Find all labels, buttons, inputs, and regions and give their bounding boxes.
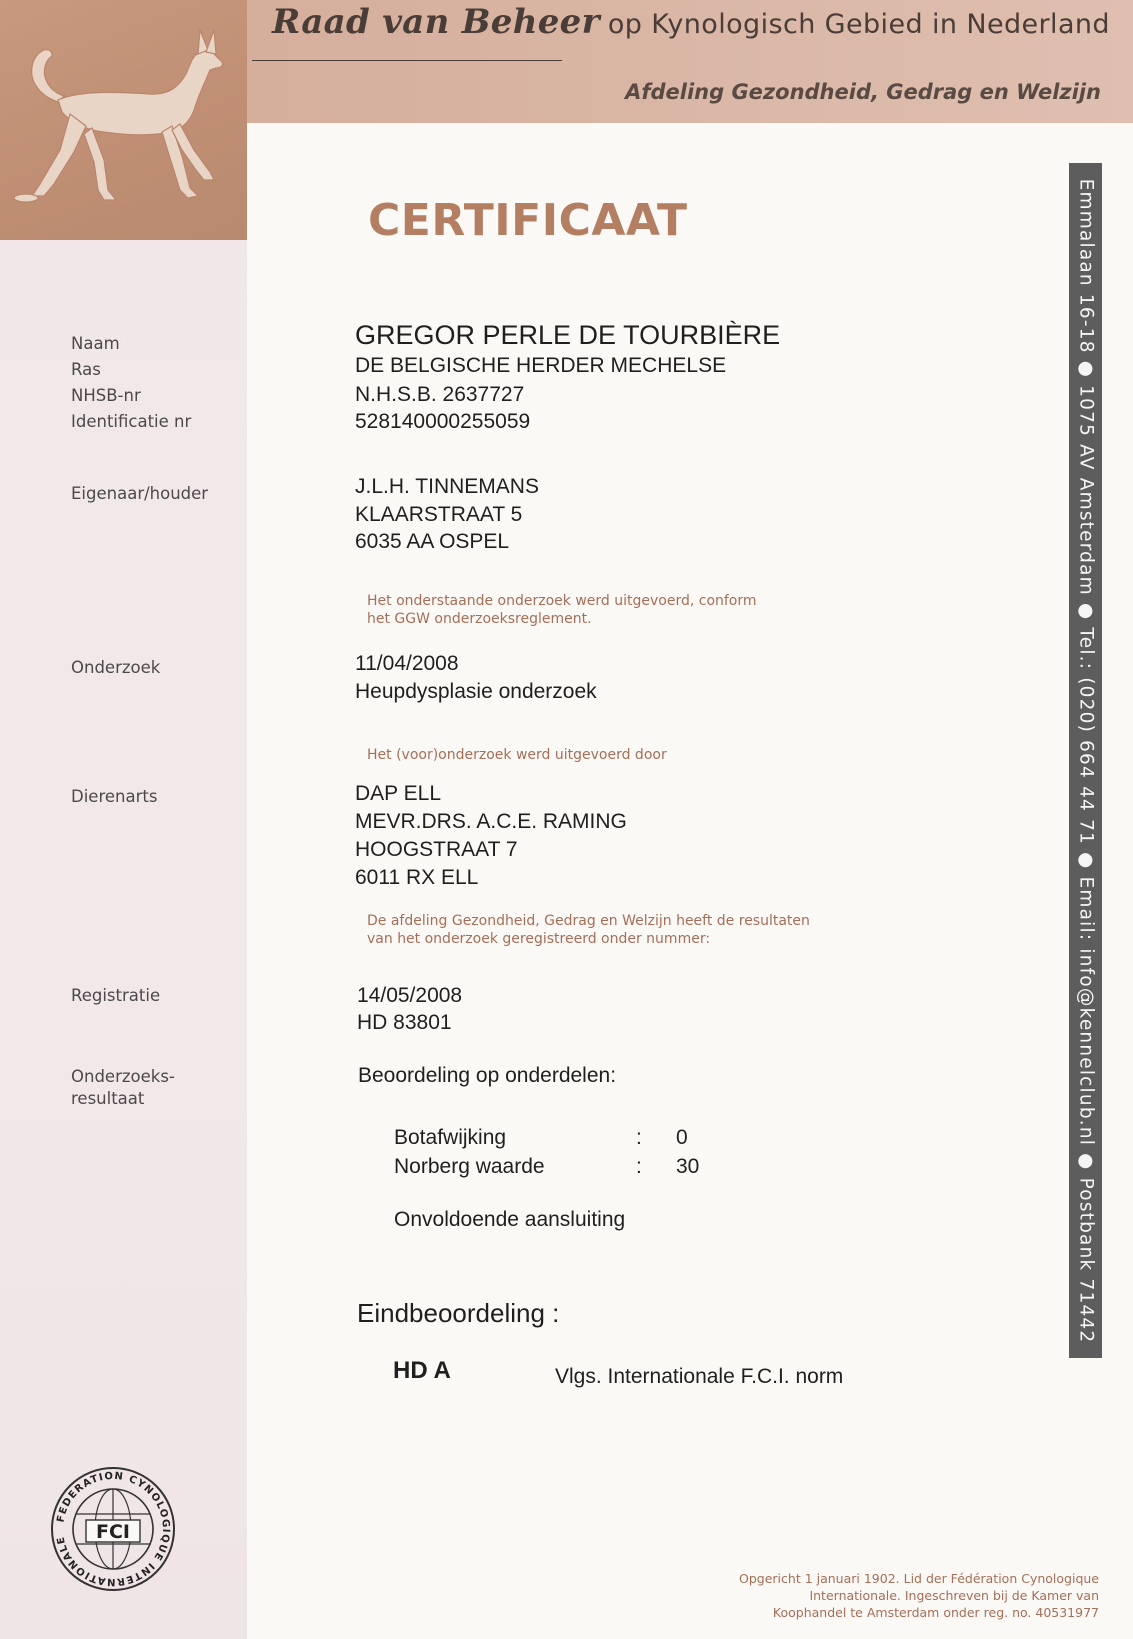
- note-registered-2: van het onderzoek geregistreerd onder nummer:: [367, 931, 711, 947]
- result-label-norberg: Norberg waarde: [394, 1155, 545, 1178]
- results-heading: Beoordeling op onderdelen:: [358, 1064, 617, 1087]
- vet-street: HOOGSTRAAT 7: [355, 838, 518, 861]
- note-registered-1: De afdeling Gezondheid, Gedrag en Welzijn heeft de resultaten: [367, 913, 810, 929]
- certificate-title: CERTIFICAAT: [368, 195, 688, 246]
- fci-logo-center-text: FCI: [96, 1521, 130, 1543]
- dog-nhsb-nr: N.H.S.B. 2637727: [355, 383, 525, 406]
- dog-name: GREGOR PERLE DE TOURBIÈRE: [355, 320, 781, 350]
- fci-logo-ring-text: FEDERATION CYNOLOGIQUE INTERNATIONALE: [55, 1470, 172, 1588]
- label-onderzoek: Onderzoek: [71, 658, 161, 677]
- dog-statue-icon: [0, 0, 247, 240]
- result-value-botafwijking: 0: [676, 1126, 688, 1149]
- vet-city: 6011 RX ELL: [355, 866, 479, 889]
- label-naam: Naam: [71, 334, 120, 353]
- note-conform-2: het GGW onderzoeksreglement.: [367, 611, 592, 627]
- result-sep-norberg: :: [636, 1155, 642, 1178]
- dog-logo-block: [0, 0, 247, 240]
- registration-date: 14/05/2008: [357, 984, 463, 1007]
- note-door: Het (voor)onderzoek werd uitgevoerd door: [367, 747, 667, 763]
- footer-line-2: Internationale. Ingeschreven bij de Kamer van: [809, 1588, 1099, 1603]
- label-registratie: Registratie: [71, 986, 161, 1005]
- label-dierenarts: Dierenarts: [71, 787, 158, 806]
- exam-date: 11/04/2008: [355, 652, 459, 675]
- vet-practice: DAP ELL: [355, 782, 441, 805]
- label-eigenaar: Eigenaar/houder: [71, 484, 209, 503]
- fci-logo-icon: [50, 1466, 176, 1592]
- dog-id-nr: 528140000255059: [355, 410, 531, 433]
- org-name-rest: op Kynologisch Gebied in Nederland: [607, 9, 1110, 40]
- registration-number: HD 83801: [357, 1011, 452, 1034]
- org-name-italic: Raad van Beheer: [272, 2, 600, 42]
- result-value-norberg: 30: [676, 1155, 700, 1178]
- label-nhsb: NHSB-nr: [71, 386, 141, 405]
- left-band: [0, 0, 247, 1639]
- exam-type: Heupdysplasie onderzoek: [355, 680, 597, 703]
- vet-name: MEVR.DRS. A.C.E. RAMING: [355, 810, 627, 833]
- title-underline: [252, 60, 562, 61]
- final-heading: Eindbeoordeling :: [357, 1298, 560, 1328]
- result-remark: Onvoldoende aansluiting: [394, 1208, 626, 1231]
- dog-breed: DE BELGISCHE HERDER MECHELSE: [355, 354, 727, 377]
- organization-title: [272, 2, 1110, 42]
- contact-sidebar: [1069, 163, 1102, 1358]
- owner-name: J.L.H. TINNEMANS: [355, 475, 539, 498]
- label-resultaat-2: resultaat: [71, 1089, 145, 1108]
- label-ras: Ras: [71, 360, 101, 379]
- final-grade: HD A: [393, 1357, 451, 1384]
- owner-street: KLAARSTRAAT 5: [355, 503, 523, 526]
- contact-text: Emmalaan 16-18 ● 1075 AV Amsterdam ● Tel.: (020) 664 44 71 ● Email: info@kennelclub.nl ● Postbank 71442: [1075, 178, 1096, 1343]
- footer-text: [739, 1570, 1099, 1621]
- result-sep-botafwijking: :: [636, 1126, 642, 1149]
- label-identificatie: Identificatie nr: [71, 412, 192, 431]
- footer-line-1: Opgericht 1 januari 1902. Lid der Fédération Cynologique: [739, 1571, 1099, 1586]
- footer-line-3: Koophandel te Amsterdam onder reg. no. 40531977: [772, 1605, 1099, 1620]
- result-label-botafwijking: Botafwijking: [394, 1126, 507, 1149]
- department-title: Afdeling Gezondheid, Gedrag en Welzijn: [625, 80, 1101, 104]
- label-resultaat-1: Onderzoeks-: [71, 1067, 175, 1086]
- note-conform-1: Het onderstaande onderzoek werd uitgevoerd, conform: [367, 593, 757, 609]
- owner-city: 6035 AA OSPEL: [355, 530, 510, 553]
- final-norm: Vlgs. Internationale F.C.I. norm: [555, 1365, 844, 1388]
